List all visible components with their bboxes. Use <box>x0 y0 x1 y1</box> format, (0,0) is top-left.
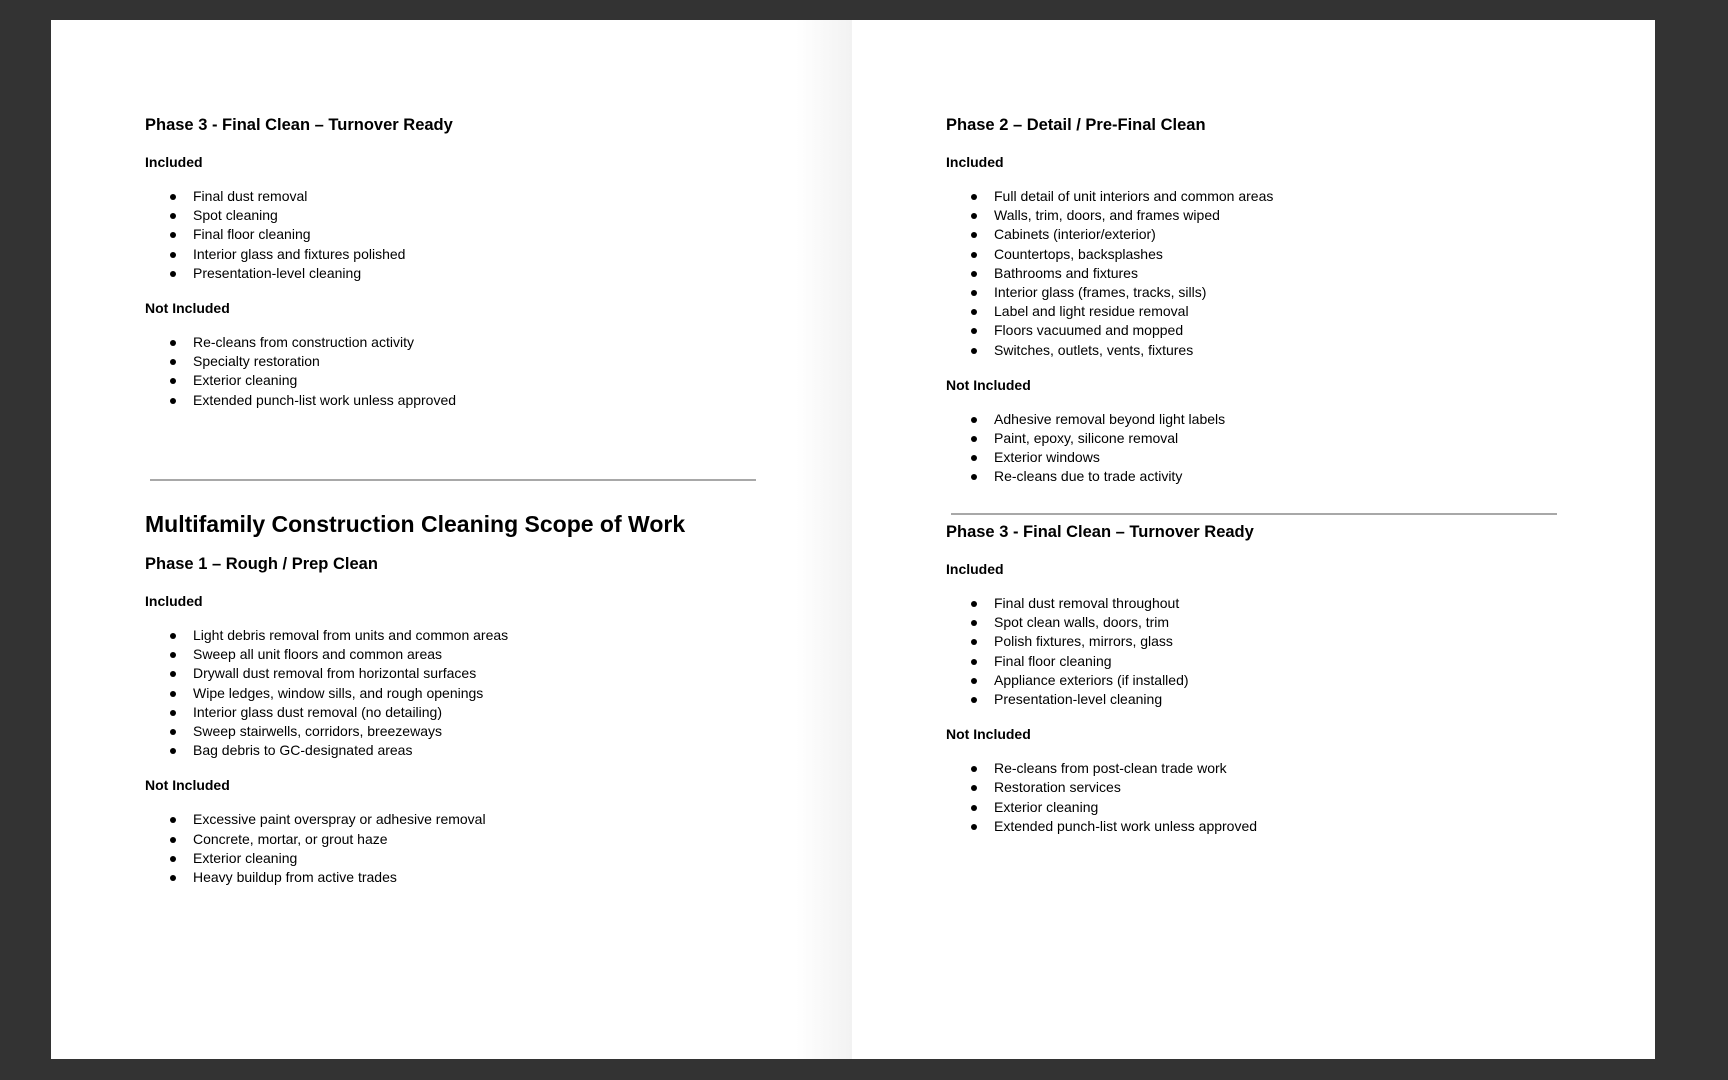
list-item <box>946 429 1626 448</box>
not-included-list <box>145 810 825 887</box>
bullet-icon <box>170 837 176 843</box>
bullet-icon <box>971 766 977 772</box>
bullet-icon <box>971 328 977 334</box>
list-item <box>946 652 1626 671</box>
bullet-icon <box>170 710 176 716</box>
not-included-label: Not Included <box>946 376 1031 393</box>
phase3-section <box>946 522 1626 836</box>
list-item <box>946 341 1626 360</box>
included-list <box>145 626 825 760</box>
bullet-icon <box>971 417 977 423</box>
bullet-icon <box>170 817 176 823</box>
list-item <box>946 778 1626 797</box>
section-heading: Phase 2 – Detail / Pre-Final Clean <box>946 116 1206 134</box>
list-item <box>946 467 1626 486</box>
list-item-text: Floors vacuumed and mopped <box>994 322 1184 339</box>
included-label: Included <box>946 154 1004 170</box>
list-item-text: Specialty restoration <box>193 353 320 370</box>
list-item-text: Walls, trim, doors, and frames wiped <box>994 207 1220 224</box>
list-item <box>946 671 1626 690</box>
bullet-icon <box>170 359 176 365</box>
bullet-icon <box>971 639 977 645</box>
not-included-list <box>145 333 825 410</box>
section-heading: Phase 3 - Final Clean – Turnover Ready <box>145 116 453 134</box>
list-item <box>145 810 825 829</box>
list-item-text: Extended punch-list work unless approved <box>994 817 1258 834</box>
bullet-icon <box>971 805 977 811</box>
list-item <box>145 333 825 352</box>
list-item <box>946 410 1626 429</box>
section-heading: Phase 1 – Rough / Prep Clean <box>145 555 378 573</box>
bullet-icon <box>170 194 176 200</box>
list-item-text: Bathrooms and fixtures <box>994 264 1138 281</box>
list-item <box>145 187 825 206</box>
list-item-text: Cabinets (interior/exterior) <box>994 226 1156 243</box>
list-item <box>145 352 825 371</box>
bullet-icon <box>170 271 176 277</box>
list-item <box>946 817 1626 836</box>
included-label: Included <box>145 154 203 170</box>
bullet-icon <box>971 252 977 258</box>
phase1-section <box>145 510 825 887</box>
list-item <box>145 206 825 225</box>
list-item <box>145 868 825 887</box>
bullet-icon <box>170 729 176 735</box>
bullet-icon <box>971 601 977 607</box>
list-item-text: Appliance exteriors (if installed) <box>994 671 1189 688</box>
list-item <box>946 225 1626 244</box>
bullet-icon <box>971 271 977 277</box>
bullet-icon <box>170 378 176 384</box>
list-item <box>946 632 1626 651</box>
bullet-icon <box>971 348 977 354</box>
list-item-text: Spot cleaning <box>193 207 278 224</box>
list-item <box>946 798 1626 817</box>
bullet-icon <box>170 875 176 881</box>
list-item <box>946 302 1626 321</box>
phase3-section <box>145 115 825 410</box>
list-item-text: Adhesive removal beyond light labels <box>994 410 1226 427</box>
list-item-text: Full detail of unit interiors and common areas <box>994 188 1274 204</box>
list-item <box>145 645 825 664</box>
list-item-text: Heavy buildup from active trades <box>193 869 397 886</box>
horizontal-rule <box>951 513 1557 515</box>
list-item-text: Interior glass dust removal (no detailing) <box>193 703 443 720</box>
list-item-text: Re-cleans due to trade activity <box>994 468 1183 485</box>
list-item-text: Wipe ledges, window sills, and rough openings <box>193 684 484 701</box>
document-title: Multifamily Construction Cleaning Scope of Work <box>145 511 686 537</box>
list-item <box>946 613 1626 632</box>
bullet-icon <box>971 620 977 626</box>
list-item-text: Interior glass and fixtures polished <box>193 245 406 262</box>
list-item-text: Exterior cleaning <box>994 798 1099 815</box>
list-item <box>145 664 825 683</box>
not-included-label: Not Included <box>145 777 230 794</box>
not-included-list <box>946 759 1626 836</box>
list-item <box>145 849 825 868</box>
list-item-text: Paint, epoxy, silicone removal <box>994 430 1179 447</box>
bullet-icon <box>971 436 977 442</box>
list-item <box>946 283 1626 302</box>
list-item <box>145 626 825 645</box>
included-label: Included <box>946 561 1004 577</box>
list-item <box>946 759 1626 778</box>
document-page-left <box>51 20 852 1059</box>
list-item-text: Re-cleans from construction activity <box>193 334 414 351</box>
list-item <box>946 206 1626 225</box>
list-item <box>946 187 1626 206</box>
bullet-icon <box>170 633 176 639</box>
list-item <box>145 225 825 244</box>
list-item <box>946 448 1626 467</box>
list-item-text: Interior glass (frames, tracks, sills) <box>994 284 1207 301</box>
bullet-icon <box>971 194 977 200</box>
list-item-text: Final dust removal <box>193 188 308 204</box>
list-item <box>145 245 825 264</box>
list-item <box>946 690 1626 709</box>
bullet-icon <box>170 652 176 658</box>
list-item <box>145 264 825 283</box>
bullet-icon <box>971 309 977 315</box>
bullet-icon <box>170 748 176 754</box>
bullet-icon <box>170 691 176 697</box>
not-included-label: Not Included <box>145 300 230 317</box>
list-item-text: Label and light residue removal <box>994 303 1189 320</box>
list-item-text: Presentation-level cleaning <box>193 264 362 281</box>
list-item-text: Final floor cleaning <box>994 652 1112 669</box>
phase2-section <box>946 115 1626 487</box>
bullet-icon <box>971 659 977 665</box>
list-item-text: Switches, outlets, vents, fixtures <box>994 341 1194 358</box>
list-item-text: Countertops, backsplashes <box>994 245 1163 262</box>
list-item-text: Re-cleans from post-clean trade work <box>994 760 1227 777</box>
list-item <box>946 321 1626 340</box>
list-item-text: Spot clean walls, doors, trim <box>994 614 1170 631</box>
list-item-text: Extended punch-list work unless approved <box>193 391 457 408</box>
list-item-text: Bag debris to GC-designated areas <box>193 742 413 759</box>
list-item-text: Presentation-level cleaning <box>994 691 1163 708</box>
horizontal-rule <box>150 479 756 481</box>
list-item <box>145 391 825 410</box>
list-item-text: Sweep all unit floors and common areas <box>193 646 443 663</box>
bullet-icon <box>170 340 176 346</box>
included-list <box>145 187 825 283</box>
bullet-icon <box>971 290 977 296</box>
list-item <box>145 371 825 390</box>
bullet-icon <box>971 824 977 830</box>
bullet-icon <box>971 213 977 219</box>
bullet-icon <box>170 671 176 677</box>
list-item <box>946 245 1626 264</box>
bullet-icon <box>971 678 977 684</box>
list-item <box>145 830 825 849</box>
included-list <box>946 594 1626 709</box>
included-label: Included <box>145 593 203 609</box>
included-list <box>946 187 1626 360</box>
list-item-text: Light debris removal from units and common areas <box>193 627 509 643</box>
not-included-label: Not Included <box>946 726 1031 743</box>
list-item-text: Drywall dust removal from horizontal surfaces <box>193 665 477 682</box>
section-heading: Phase 3 - Final Clean – Turnover Ready <box>946 523 1254 541</box>
list-item-text: Excessive paint overspray or adhesive removal <box>193 811 486 828</box>
list-item-text: Exterior cleaning <box>193 372 298 389</box>
list-item <box>145 703 825 722</box>
list-item <box>946 594 1626 613</box>
bullet-icon <box>971 232 977 238</box>
bullet-icon <box>971 474 977 480</box>
list-item-text: Concrete, mortar, or grout haze <box>193 830 388 847</box>
not-included-list <box>946 410 1626 487</box>
bullet-icon <box>170 232 176 238</box>
bullet-icon <box>971 697 977 703</box>
bullet-icon <box>971 455 977 461</box>
list-item-text: Restoration services <box>994 779 1121 796</box>
document-page-right <box>852 20 1655 1059</box>
list-item-text: Exterior windows <box>994 449 1100 466</box>
bullet-icon <box>170 252 176 258</box>
list-item <box>145 684 825 703</box>
bullet-icon <box>170 856 176 862</box>
list-item-text: Exterior cleaning <box>193 849 298 866</box>
list-item-text: Final dust removal throughout <box>994 595 1180 611</box>
list-item <box>145 741 825 760</box>
list-item-text: Polish fixtures, mirrors, glass <box>994 633 1173 650</box>
bullet-icon <box>170 398 176 404</box>
bullet-icon <box>170 213 176 219</box>
list-item <box>145 722 825 741</box>
list-item-text: Final floor cleaning <box>193 226 311 243</box>
list-item-text: Sweep stairwells, corridors, breezeways <box>193 723 442 740</box>
bullet-icon <box>971 785 977 791</box>
list-item <box>946 264 1626 283</box>
